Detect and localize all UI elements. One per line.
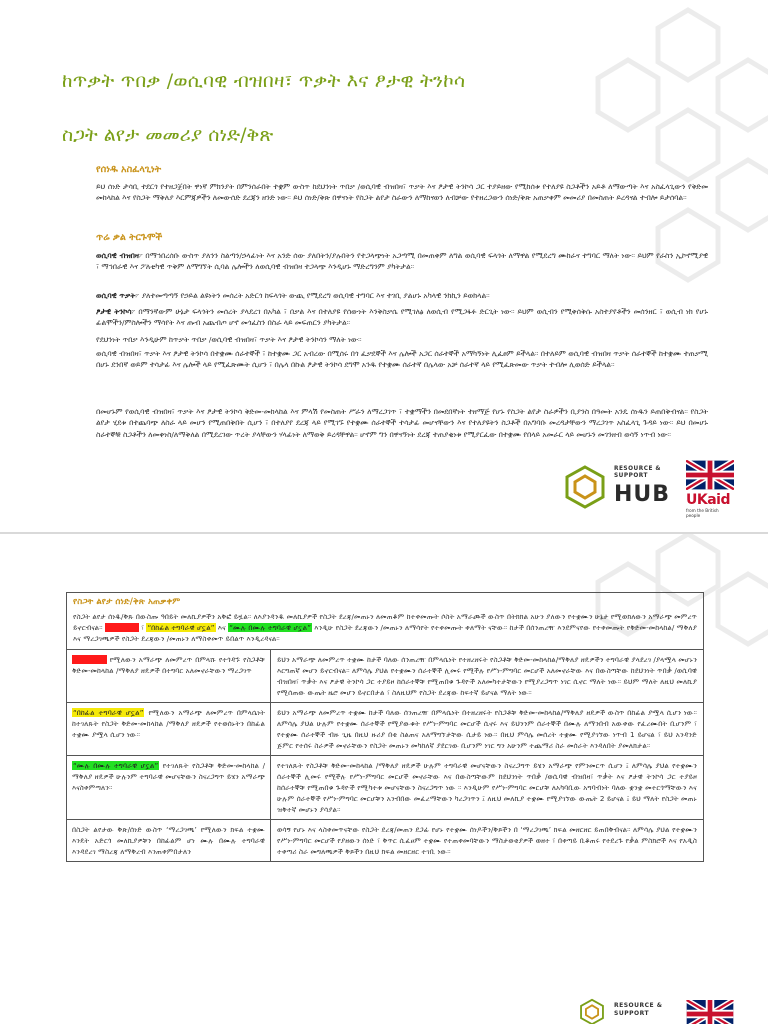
row-1-left-text: የሚለውን አማራጭ ለመምረጥ በምላሹ የተጎዳኙ የስጋቶቹ ቅድመ-መከላከል /ማቅለያ ዘዴዎች በተግባር አለመኖራቸውን ማረጋገጥ bbox=[72, 655, 265, 675]
term-definition: ፦ በማንኛውም ሁኔታ ፍላጎትን መሰረት ያላደረገ በአካል ፣ በቃል እና በተለያዩ የሰውነት እንቅስቃሴ የሚገለፅ ለወሲብ የሚጋፋፉ ድርጊት ነው። ይህም ወሲብን የሚቀሰቅሱ አስተያየቶችን መሰንዘር ፣ ወሲብ ነክ የሆኑ ፊልሞችን/ምስሎችን ማሳየት እና ጡብ አጨብጦ ሆኖ መጎፈስን በስራ ላይ መፍጠርን ያካትታል። bbox=[96, 307, 708, 328]
term-label: ፆታዊ ትንኮሳ bbox=[96, 307, 132, 316]
term-sexual-exploitation bbox=[96, 250, 708, 273]
table-row bbox=[67, 756, 703, 820]
hub-logo-big-text: HUB bbox=[614, 482, 671, 507]
table-row bbox=[67, 820, 703, 861]
row-2-right: ይህን አማራጭ ለመምረጥ ተቋሙ ከታች ባለው ሰንጠረዥ በምላሴነት በተዘረዘሩት የስጋቶቹ ቅድመ-መከላከል/ማቅለያ ዘዴዎች ውስጥ በከፊል ያሟላ ሲሆን ነው። ለምሳሌ ያህል ሁሉም የተቋሙ ሰራተኞች የሚያውቁት የሥነ-ምግባር መርሆች ሲኖሩ እና ይህንንም ሰራተኞች በሙሉ ለማንበብ አውቀው የፈረሙበት ቢሆንም ፣ የተቋሙ ሰራተኞች ብዙ ጊዜ በዚህ ዙሪያ በቂ ስልጠና አለማግኘታቸው ሲታይ ነው። በዚህ ምሳሌ መሰረት ተቋሙ የሚያገኘው ነጥብ 1 ይሆናል ፣ ይህ አንዳንድ ጅምር የተሰሩ ስራዎች መኖራቸውን የስጋት መጠኑን መካከለኛ ያደርገው ቢሆንም ነገር ግን አሁንም ተጨማሪ ስራ መሰራት እንዳለበት ያመለክታል። bbox=[277, 708, 697, 750]
yellow-risk-tag: “በከፊል ተግባራዊ ሆኗል” bbox=[73, 708, 144, 717]
term-sexual-abuse bbox=[96, 290, 708, 301]
table-title: የስጋት ልየታ ሰነድ/ቅጽ አጠቃቀም bbox=[73, 597, 181, 607]
union-jack-icon bbox=[686, 1000, 734, 1024]
row-4-left: በስጋት ልየታው ቅጽ/ሰነድ ውስጥ ‘ማረጋገጫ’ የሚለውን ክፍል ተቋሙ እንዴት አድርጎ መለኪያዎቹን በከፊልም ሆነ ሙሉ በሙሉ ተግባራዊ እንዳደረገ ማስረጃ ለማቅረብ እንጠቀምበታለን bbox=[67, 820, 271, 861]
row-1-left bbox=[67, 650, 271, 702]
term-definition: ፦ ያለተመጣጣኝ የኃይል ልዩነትን መሰረት አድርጎ ከፍላጎት ውጪ የሚደረግ ወሲባዊ ተግባር እና ተገቢ ያልሆኑ አካላዊ ንክኪን ይወክላል። bbox=[135, 291, 490, 300]
table-row bbox=[67, 650, 703, 703]
row-4-right: ወሳኝ የሆኑ እና ላስቀመጥናቸው የስጋት ደረጃ/መጠን ደጋፊ የሆኑ የተቋሙ ሰነዶችን/ቅጾችን በ ‘ማረጋገጫ’ ክፍል መዘርዘር ይጠበቅብናል። ለምሳሌ ያህል የተቋሙን የሥነ-ምግባር መርሆች የያዘውን ሰነድ ፣ ቅጥር ሲፈፀም ተቋሙ የተጠቀመባቸውን ማስታወቂያዎች ወዘተ ፣ በቀጣይ ቢቆጠሩ የተደረጉ የቃል ምስክሮች እና የአዲስ ተቀጣሪ ስራ መግለጫዎች ቅጾችን በዚህ ክፍል መዘርዘር ተገቢ ነው። bbox=[277, 825, 697, 856]
glossary-heading: ጥሬ ቃል ትርጉሞች bbox=[96, 232, 163, 243]
green-risk-tag: “ሙሉ በሙሉ ተግባራዊ ሆኗል” bbox=[73, 761, 159, 770]
ukaid-subtext: from the British people bbox=[686, 508, 719, 518]
purpose-paragraph: ይህ ሰነድ ታሳቢ ተደርጎ የተዘጋጀበት ዋነኛ ምክንያት በምንሰራበት ተቋም ውስጥ ከደህንነት ጥበቃ /ወሲባዊ ብዝበዛ፣ ጥቃት እና ፆታዊ ትንኮሳ ጋር ተያይዘው የሚከሰቱ የተለያዩ ስጋቶችን አይቶ ለማውጣት እና አስፈላጊውን የቅድመ መከላከል እና የስጋት ማቅለያ እርምጃዎችን ለመውሰድ ደረጃን ዘንድ ነው። ይህ ሰነድ/ቅጽ በዋናነት የስጋት ልየታ ስራውን ለማከናወን ለብቻው የተዘረጋውን ሰነድ/ቅጽ አጠቃቀም መመሪያ በመስጠት ይረዳናል ተብሎ ይታሰባል። bbox=[96, 182, 708, 203]
resource-support-hub-logo bbox=[578, 996, 688, 1024]
ukaid-text: UKaid bbox=[686, 492, 730, 508]
row-3-left-text: የተገለጹት የስጋቶቹ ቅድመ-መከላከል /ማቅለያ ዘዴዎች ሁሉንም ተግባራዊ መሆናቸውን ስናረጋግጥ ይሄን አማራጭ እናስቀምጣለን። bbox=[72, 761, 265, 792]
term-label: ወሲባዊ ብዝበዛ bbox=[96, 251, 139, 260]
responsibility-paragraph: በመሆኑም የወሲባዊ ብዝበዛ፣ ጥቃት እና ፆታዊ ትንኮሳ ቅድመ-መከላከል እና ምላሽ የመስጠት ሥራን ለማረጋገጥ ፣ ተቋማችን በመደበኛነት ተዘማጅ የሆኑ የስጋት ልየታ ስራዎችን ቢያንስ በዓመት አንዴ ሰነዱን ይጠበቅብናል። የስጋት ልየታ ሂደቱ በተጨባጭ ለስራ ላይ መሆን የሚጠበቅበት ሲሆን ፣ በተለያየ ደረጃ ላይ የሚገኙ የተቋሙ ሰራተኞች ተሳታፊ መሆናቸውን እና የተለያዩትን ስጋቶች በአግባቡ መረዳታቸውን ማረጋገጥ አስፈላጊ ጉዳይ ነው። ይህ በመሆኑ ስራተኞቹ ስጋቶችን ለመቀነስ/ለማቅለል በሚደረገው ጥረት ያላቸውን ሃላፊነት ለማወቅ ይረዳቸዋል። ሆኖም ግን በዋናኝነት ደረጃ ተጠያቂነቱ የሚያርፈው በተቋሙ የበላይ አመራር ላይ መሆኑን መገንዘብ ወሳኝ ነጥብ ነው። bbox=[96, 407, 708, 439]
row-1-right: ይህን አማራጭ ለመምረጥ ተቋሙ ከታች ባለው ሰንጠረዥ በምላሴነት የተዘረዘሩት የስጋቶቹ ቅድመ-መከላከል/ማቅለያ ዘዴዎችን ተግባራዊ ያላደረገ /ያላሟላ መሆኑን እርግጠኛ መሆን ይኖርብናል። ለምሳሌ ያህል የተቋሙን ሰራተኞች ሊመሩ የሚችሉ የሥነ-ምግባር መርሆች አለመኖራቸው እና በውስጣቸው ከደህንነት ጥበቃ /ወሲባዊ ብዝበዛ፣ ጥቃት እና ፆታዊ ትንኮሳ ጋር ተያይዞ ከሰራተኞቹ የሚጠበቁ ጉዳዮች አለመካተታቸውን የሚያረጋግጥ ነገር ሲኖር ማለት ነው። ይህም ማለት ለዚህ መለኪያ የሚሰጠው ውጤት ዜሮ መሆን ይኖርበታል ፣ ስለዚህም የስጋት ደረጃው ከፍተኛ ይሆናል ማለት ነው። bbox=[277, 655, 697, 697]
resource-support-hub-logo bbox=[562, 460, 677, 516]
hub-logo-small-text: RESOURCE & SUPPORT bbox=[614, 466, 661, 479]
red-risk-tag: ከፍተኛ ስጋት bbox=[72, 655, 107, 664]
row-2-left bbox=[67, 703, 271, 755]
perpetrators-paragraph: ወሲባዊ ብዝበዛ፣ ጥቃት እና ፆታዊ ትንኮሳ በተቋሙ ሰራተኞች ፣ ከተቋሙ ጋር አብረው በሚሰሩ በጎ ፈቃደኞች እና ሌሎች አጋር ሰራተኞች አማካኝነት ሊፈፀም ይችላል። በተለይም ወሲባዊ ብዝበዛ ጥቃት ሰራተኞች ከተቋሙ ተጠቃሚ በሆኑ ደንበኛ ወይም ተሳታፊ እና ሌሎች ላይ የሚፈጽሙት ሲሆን ፣ በሌላ በኩል ፆታዊ ትንኮሳ ደግሞ አንዱ የተቋሙ ሰራተኛ በሌላው አቻ ሰራተኛ ላይ የሚፈጽመው ጥቃት ተብሎ ሊወሰድ ይችላል። bbox=[96, 349, 708, 370]
usage-table bbox=[66, 592, 704, 862]
purpose-heading: የሰነዱ አስፈላጊነት bbox=[96, 164, 162, 175]
row-3-left bbox=[67, 756, 271, 819]
union-jack-icon bbox=[686, 460, 734, 490]
red-risk-tag: ከፍተኛ ስጋት bbox=[104, 623, 139, 632]
hub-logo-small-text: RESOURCE & SUPPORT bbox=[614, 1002, 663, 1017]
page-2 bbox=[0, 534, 768, 1024]
safeguarding-note: የደህንነት ጥበቃ እንዲሁም ከጥቃት ጥበቃ /ወሲባዊ ብዝበዛ፣ ጥቃት እና ፆታዊ ትንኮሳን ማለት ነው። bbox=[96, 335, 362, 344]
usage-table-header bbox=[67, 593, 703, 650]
green-risk-tag: “ሙሉ በሙሉ ተግባራዊ ሆኗል” bbox=[229, 623, 311, 632]
page-title: ከጥቃት ጥበቃ /ወሲባዊ ብዝበዛ፣ ጥቃት እና ፆታዊ ትንኮሳ bbox=[62, 70, 466, 92]
term-definition: ፦ በማኅበረሰቡ ውስጥ ያለንን ስልጣን/ኃላፊነት እና አንድ ሰው ያለበትን/ያሉበትን የተጋላጭነት አጋጣሚ በመጠቀም ለግል ወሲባዊ ፍላጎት ለማዋል የሚደረግ ሙከራና ተግባር ማለት ነው። ይህም የራስን ኢኮኖሚያዊ ፣ ማኅበራዊ እና ፖለቲካዊ ጥቅም ለማግኘት ሲባል ሌሎችን ለወሲባዊ ብዝበዛ ተጋላጭ እንዲሆኑ ማድረግንም ያካትታል። bbox=[96, 251, 708, 272]
term-label: ወሲባዊ ጥቃት bbox=[96, 291, 136, 300]
intro-text-part-2: እንዲሁ የስጋት ደረጃውን /መጠኑን ለማሳየት የተቀመጡት ቀለማት ናቸው። ከታች በሰንጠረዥ እንደምናየው የተቀመጡት የቅድመ-መከላከል/ ማቅለያ እና ማረጋገጫዎች የስጋት ደረጃውን /መጠኑን ለማስቀመጥ ይበልጥ እንዲረዳናል። bbox=[73, 623, 697, 643]
yellow-risk-tag: “በከፊል ተግባራዊ ሆኗል” bbox=[147, 623, 215, 632]
term-sexual-harassment bbox=[96, 306, 708, 329]
ukaid-logo bbox=[686, 460, 734, 518]
intro-text-part-1: የስጋት ልየታ ሰነዱ/ቅጹ በውስጡ ዓበይት መለኪያዎችን አቅፎ ይዟል። ለእያንዳንዱ መለኪያዎች የስጋት ደረጃ/መጠኑን ለመጠቆም ከተቀመጡት ሶስት አማራጮች ውስጥ በትክክል አሁን ያለውን የተቋሙን ሁኔታ የሚወክለውን አማራጭ መምረጥ ይኖርብናል። bbox=[73, 612, 697, 632]
row-3-right: የተገለጹት የስጋቶቹ ቅድመ-መከላከል /ማቅለያ ዘዴዎች ሁሉም ተግባራዊ መሆናቸውን ስናረጋግጥ ይሄን አማራጭ የምንመርጥ ሲሆን ፤ ለምሳሌ ያህል የተቋሙን ሰራተኞች ሊመሩ የሚችሉ የሥነ-ምግባር መርሆች መኖራቸው እና በውስጣቸውም ከደህንነት ጥበቃ /ወሲባዊ ብዝበዛ፣ ጥቃት እና ፆታዊ ትንኮሳ ጋር ተያይዞ ከሰራተኞቹ የሚጠበቁ ጉዳዮች የሚካተቱ መሆናቸውን ስናረጋግጥ ነው ። እንዲሁም የሥነ-ምግባር መርሆቹ ለአካባቢው አግባብነት ባለው ቋንቋ መተርጎማቸውን እና ሁሉም ሰራተኞች የሥነ-ምግባር መርሆቹን አንብበው መፈረማቸውን ካረጋገጥን ፤ ለዚህ መለኪያ ተቋሙ የሚያገኘው ውጤት 2 ይሆናል ፤ ይህ ማለት የስጋት መጠኑ ዝቅተኛ መሆኑን ያሳያል። bbox=[277, 761, 697, 814]
page-subtitle: ስጋት ልየታ መመሪያ ሰነድ/ቅጽ bbox=[62, 124, 274, 146]
hub-hexagon-icon bbox=[578, 998, 606, 1024]
table-intro: የስጋት ልየታ ሰነዱ/ቅጹ በውስጡ ዓበይት መለኪያዎችን አቅፎ ይዟል። ለእያንዳንዱ መለኪያዎች የስጋት ደረጃ/መጠኑን ለመጠቆም ከተቀመጡት ሶስት አማራጮች ውስጥ በትክክል አሁን ያለውን የተቋሙን ሁኔታ የሚወክለውን አማራጭ መምረጥ ይኖርብናል። ከፍተኛ ስጋት ፣ “በከፊል ተግባራዊ ሆኗል” እና “ሙሉ በሙሉ ተግባራዊ ሆኗል” እንዲሁ የስጋት ደረጃውን /መጠኑን ለማሳየት የተቀመጡት ቀለማት ናቸው። ከታች በሰንጠረዥ እንደምናየው የተቀመጡት የቅድመ-መከላከል/ ማቅለያ እና ማረጋገጫዎች የስጋት ደረጃውን /መጠኑን ለማስቀመጥ ይበልጥ እንዲረዳናል። bbox=[73, 612, 697, 643]
table-row bbox=[67, 703, 703, 756]
row-2-left-text: የሚለውን አማራጭ ለመምረጥ በምላሴነት ከተገለጹት የስጋት ቅድመ-መከላከል /ማቅለያ ዘዴዎች የተወሰኑትን በከፊል ተቋሙ ያሟላ ሲሆን ነው። bbox=[72, 708, 265, 739]
hub-hexagon-icon bbox=[562, 464, 608, 510]
